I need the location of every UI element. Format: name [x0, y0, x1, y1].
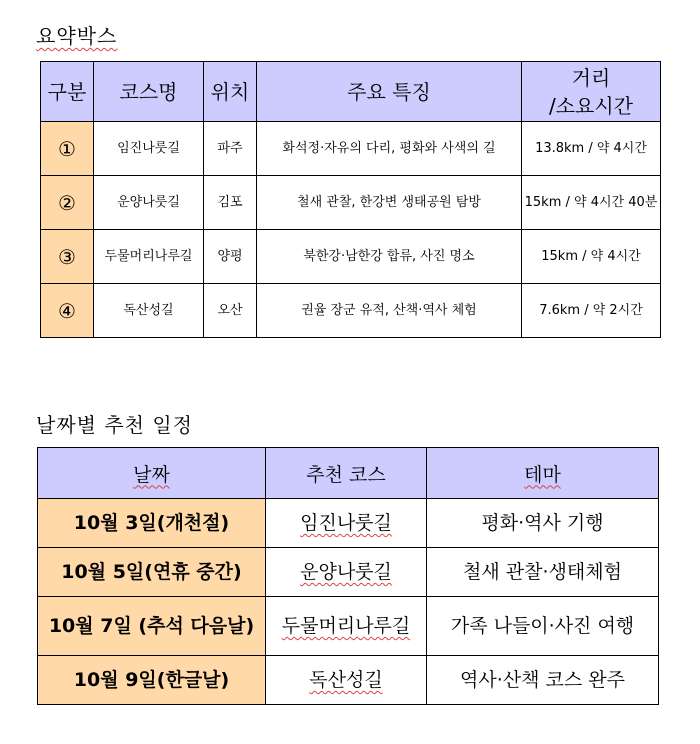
header-features: 주요 특징 — [257, 62, 522, 122]
schedule-course-text: 임진나룻길 — [300, 512, 392, 534]
table-row — [38, 548, 659, 597]
header-distance-line1: 거리 — [571, 65, 611, 90]
course-location: 김포 — [204, 176, 257, 230]
course-distance: 15km / 약 4시간 40분 — [522, 176, 661, 230]
schedule-theme: 철새 관찰·생태체험 — [427, 548, 659, 597]
course-features: 철새 관찰, 한강변 생태공원 탐방 — [257, 176, 522, 230]
schedule-course — [266, 597, 427, 656]
schedule-course-text: 두물머리나루길 — [281, 615, 411, 637]
course-number: ① — [41, 122, 94, 176]
table-row — [41, 122, 661, 176]
course-name: 운양나룻길 — [94, 176, 204, 230]
table-row — [38, 597, 659, 656]
header-distance — [522, 62, 661, 122]
schedule-course — [266, 548, 427, 597]
course-features: 화석정·자유의 다리, 평화와 사색의 길 — [257, 122, 522, 176]
course-name: 두물머리나루길 — [94, 230, 204, 284]
header-theme — [427, 448, 659, 499]
header-theme-text: 테마 — [524, 463, 561, 486]
header-no: 구분 — [41, 62, 94, 122]
course-number: ③ — [41, 230, 94, 284]
schedule-date: 10월 3일(개천절) — [38, 499, 266, 548]
course-distance: 13.8km / 약 4시간 — [522, 122, 661, 176]
course-features: 권율 장군 유적, 산책·역사 체험 — [257, 284, 522, 338]
schedule-theme: 가족 나들이·사진 여행 — [427, 597, 659, 656]
schedule-title: 날짜별 추천 일정 — [36, 413, 193, 437]
schedule-date: 10월 9일(한글날) — [38, 656, 266, 705]
schedule-course — [266, 656, 427, 705]
course-location: 오산 — [204, 284, 257, 338]
schedule-theme: 평화·역사 기행 — [427, 499, 659, 548]
header-course: 추천 코스 — [266, 448, 427, 499]
schedule-course-text: 독산성길 — [309, 669, 383, 691]
header-course-name: 코스명 — [94, 62, 204, 122]
header-location: 위치 — [204, 62, 257, 122]
summary-header-row — [41, 62, 661, 122]
schedule-course-text: 운양나룻길 — [300, 561, 392, 583]
table-row — [38, 499, 659, 548]
course-features: 북한강·남한강 합류, 사진 명소 — [257, 230, 522, 284]
header-date — [38, 448, 266, 499]
schedule-theme: 역사·산책 코스 완주 — [427, 656, 659, 705]
summary-table — [40, 61, 661, 338]
schedule-date: 10월 7일 (추석 다음날) — [38, 597, 266, 656]
schedule-course — [266, 499, 427, 548]
course-distance: 7.6km / 약 2시간 — [522, 284, 661, 338]
header-distance-line2: /소요시간 — [548, 93, 634, 118]
course-distance: 15km / 약 4시간 — [522, 230, 661, 284]
table-row — [41, 176, 661, 230]
table-row — [41, 284, 661, 338]
course-location: 파주 — [204, 122, 257, 176]
header-date-text: 날짜 — [133, 463, 170, 486]
course-name: 임진나룻길 — [94, 122, 204, 176]
course-location: 양평 — [204, 230, 257, 284]
schedule-date: 10월 5일(연휴 중간) — [38, 548, 266, 597]
table-row — [38, 656, 659, 705]
schedule-table — [37, 447, 659, 705]
table-row — [41, 230, 661, 284]
schedule-header-row — [38, 448, 659, 499]
course-number: ② — [41, 176, 94, 230]
course-number: ④ — [41, 284, 94, 338]
course-name: 독산성길 — [94, 284, 204, 338]
summary-box-title: 요약박스 — [36, 24, 118, 48]
